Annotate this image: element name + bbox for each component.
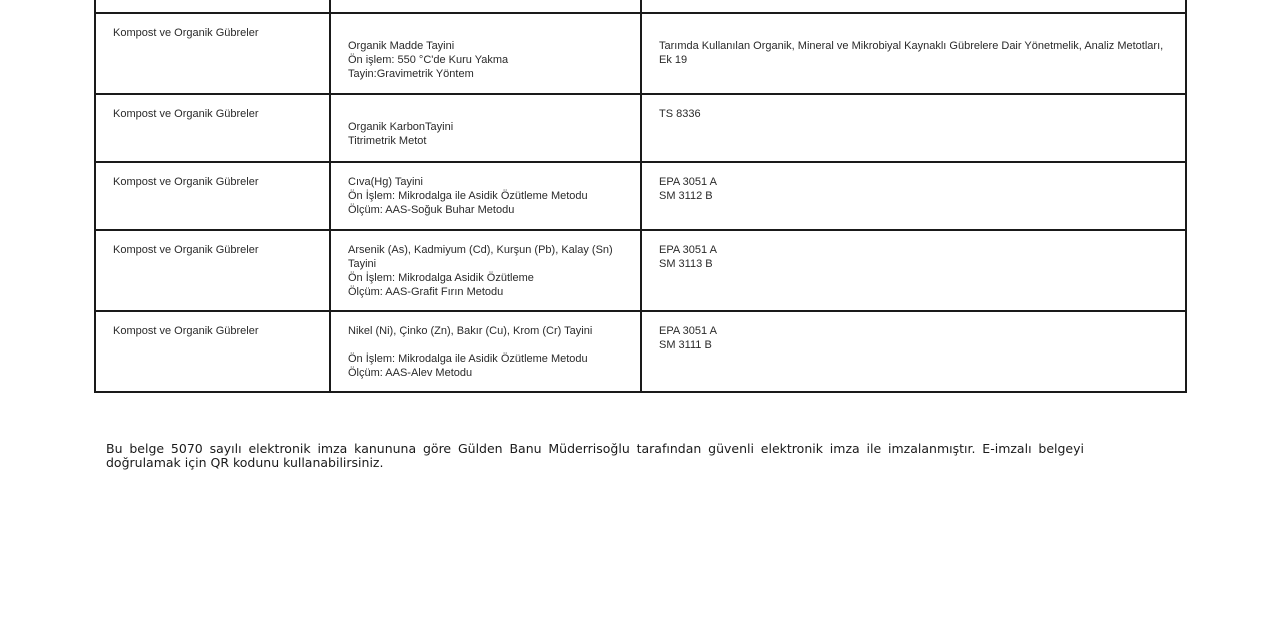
- method-line: Ölçüm: AAS-Soğuk Buhar Metodu: [348, 204, 515, 216]
- method-line: Ölçüm: AAS-Grafit Fırın Metodu: [348, 286, 504, 298]
- accreditation-scope-table: [94, 0, 1187, 393]
- method-line: Organik KarbonTayini: [348, 121, 454, 133]
- method-line: Ön İşlem: Mikrodalga ile Asidik Özütleme Metodu: [348, 190, 588, 202]
- method-cell: [330, 0, 641, 13]
- standard-line: TS 8336: [659, 108, 701, 120]
- standard-line: SM 3113 B: [659, 258, 713, 270]
- standard-line: EPA 3051 A: [659, 325, 717, 337]
- standard-cell: [641, 0, 1186, 13]
- table-row: [95, 94, 1186, 162]
- method-line: Organik Madde Tayini: [348, 40, 455, 52]
- table-row: [95, 162, 1186, 230]
- method-line: Tayin:Gravimetrik Yöntem: [348, 68, 474, 80]
- standard-cell: [641, 13, 1186, 94]
- method-line: Arsenik (As), Kadmiyum (Cd), Kurşun (Pb), Kalay (Sn) Tayini: [348, 244, 616, 270]
- method-line: Nikel (Ni), Çinko (Zn), Bakır (Cu), Krom (Cr) Tayini: [348, 325, 593, 337]
- method-line: Ölçüm: AAS-Alev Metodu: [348, 367, 473, 379]
- material-text: Kompost ve Organik Gübreler: [113, 325, 259, 337]
- material-text: Kompost ve Organik Gübreler: [113, 244, 259, 256]
- method-spacer: [348, 338, 624, 352]
- material-cell: [95, 0, 330, 13]
- standard-line: EPA 3051 A: [659, 176, 717, 188]
- material-text: Kompost ve Organik Gübreler: [113, 176, 259, 188]
- e-signature-note: Bu belge 5070 sayılı elektronik imza kanununa göre Gülden Banu Müderrisoğlu tarafından güvenli elektronik imza ile imzalanmıştır. E-imzalı belgeyi doğrulamak için QR kodunu kullanabilirsiniz.: [106, 441, 1084, 470]
- standard-cell: [641, 230, 1186, 311]
- table-row: [95, 13, 1186, 94]
- standard-line: SM 3111 B: [659, 339, 712, 351]
- standard-cell: [641, 162, 1186, 230]
- material-cell: [95, 230, 330, 311]
- material-cell: [95, 311, 330, 392]
- material-cell: [95, 13, 330, 94]
- method-line: Ön İşlem: Mikrodalga ile Asidik Özütleme Metodu: [348, 353, 588, 365]
- table-row: [95, 0, 1186, 13]
- method-cell: [330, 162, 641, 230]
- method-line: Ön işlem: 550 °C'de Kuru Yakma: [348, 54, 509, 66]
- method-cell: [330, 94, 641, 162]
- method-cell: [330, 230, 641, 311]
- method-cell: [330, 13, 641, 94]
- standard-line: EPA 3051 A: [659, 244, 717, 256]
- material-cell: [95, 162, 330, 230]
- standard-line: Tarımda Kullanılan Organik, Mineral ve Mikrobiyal Kaynaklı Gübrelere Dair Yönetmelik, Analiz Metotları, Ek 19: [659, 40, 1167, 66]
- method-line: Ön İşlem: Mikrodalga Asidik Özütleme: [348, 272, 534, 284]
- standard-cell: [641, 94, 1186, 162]
- table-row: [95, 311, 1186, 392]
- method-line: Cıva(Hg) Tayini: [348, 176, 423, 188]
- standard-line: SM 3112 B: [659, 190, 713, 202]
- material-text: Kompost ve Organik Gübreler: [113, 27, 259, 39]
- method-line: Titrimetrik Metot: [348, 135, 427, 147]
- standard-cell: [641, 311, 1186, 392]
- material-text: Kompost ve Organik Gübreler: [113, 108, 259, 120]
- table-row: [95, 230, 1186, 311]
- method-cell: [330, 311, 641, 392]
- material-cell: [95, 94, 330, 162]
